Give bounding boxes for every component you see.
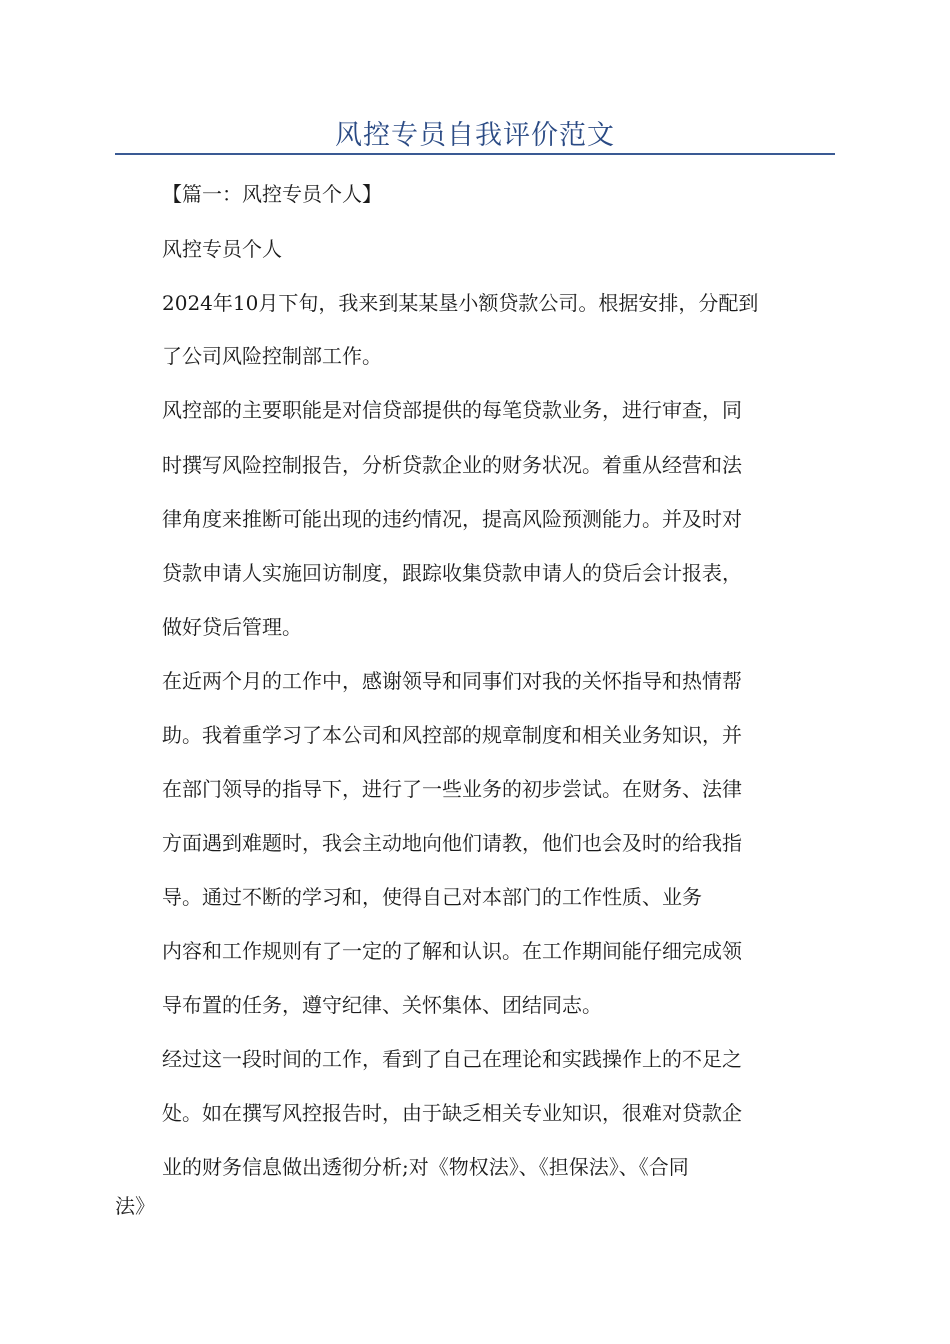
paragraph-line: 导布置的任务，遵守纪律、关怀集体、团结同志。 [162,993,602,1017]
paragraph-line: 律角度来推断可能出现的违约情况，提高风险预测能力。并及时对 [162,507,742,531]
title-underline [115,153,835,155]
paragraph-line: 助。我着重学习了本公司和风控部的规章制度和相关业务知识，并 [162,723,742,747]
paragraph-line: 经过这一段时间的工作，看到了自己在理论和实践操作上的不足之 [162,1047,742,1071]
paragraph-line: 导。通过不断的学习和，使得自己对本部门的工作性质、业务 [162,885,702,909]
paragraph-line: 贷款申请人实施回访制度，跟踪收集贷款申请人的贷后会计报表， [162,561,742,585]
paragraph-line: 法》 [115,1194,155,1218]
paragraph-line: 在部门领导的指导下，进行了一些业务的初步尝试。在财务、法律 [162,777,742,801]
paragraph-line: 2024年10月下旬，我来到某某垦小额贷款公司。根据安排，分配到 [162,291,759,315]
paragraph-line: 内容和工作规则有了一定的了解和认识。在工作期间能仔细完成领 [162,939,742,963]
paragraph-line: 了公司风险控制部工作。 [162,344,382,368]
paragraph-line: 做好贷后管理。 [162,615,302,639]
paragraph-line: 在近两个月的工作中，感谢领导和同事们对我的关怀指导和热情帮 [162,669,742,693]
paragraph-line: 业的财务信息做出透彻分析;对《物权法》、《担保法》、《合同 [162,1155,689,1179]
paragraph-line: 风控专员个人 [162,237,282,261]
document-title: 风控专员自我评价范文 [335,120,615,151]
paragraph-line: 时撰写风险控制报告，分析贷款企业的财务状况。着重从经营和法 [162,453,742,477]
section-heading: 【篇一：风控专员个人】 [162,182,382,206]
paragraph-line: 方面遇到难题时，我会主动地向他们请教，他们也会及时的给我指 [162,831,742,855]
paragraph-line: 处。如在撰写风控报告时，由于缺乏相关专业知识，很难对贷款企 [162,1101,742,1125]
paragraph-line: 风控部的主要职能是对信贷部提供的每笔贷款业务，进行审查，同 [162,398,742,422]
